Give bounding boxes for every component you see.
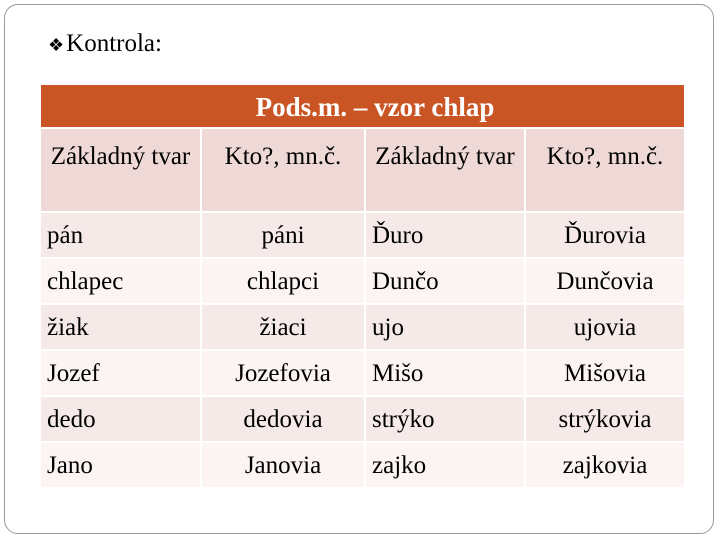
table-cell: Jozef [40,350,201,396]
table-cell: chlapec [40,258,201,304]
table-cell: žiak [40,304,201,350]
table-row [40,212,685,258]
column-header: Kto?, mn.č. [525,128,685,212]
table-cell: Janovia [201,442,365,488]
table-cell: dedo [40,396,201,442]
table-cell: Mišo [365,350,525,396]
slide-heading [48,30,162,58]
heading-text: Kontrola: [66,30,162,57]
column-header: Základný tvar [365,128,525,212]
table-row [40,442,685,488]
table-cell: Ďurovia [525,212,685,258]
table-cell: Dunčo [365,258,525,304]
table-cell: Dunčovia [525,258,685,304]
column-header: Základný tvar [40,128,201,212]
table-cell: žiaci [201,304,365,350]
table-cell: zajko [365,442,525,488]
table-cell: dedovia [201,396,365,442]
table-cell: Ďuro [365,212,525,258]
table-cell: Jano [40,442,201,488]
table-cell: Mišovia [525,350,685,396]
table-row [40,304,685,350]
table-row [40,258,685,304]
table-cell: chlapci [201,258,365,304]
table-cell: strýkovia [525,396,685,442]
table-cell: zajkovia [525,442,685,488]
table-cell: strýko [365,396,525,442]
table-cell: pán [40,212,201,258]
table-cell: ujo [365,304,525,350]
declension-table [40,84,685,488]
table-row [40,350,685,396]
table-title: Pods.m. – vzor chlap [40,84,685,128]
column-header: Kto?, mn.č. [201,128,365,212]
table-cell: páni [201,212,365,258]
diamond-bullet-icon: ❖ [48,34,65,55]
table-header-row [40,128,685,212]
table-cell: Jozefovia [201,350,365,396]
table-cell: ujovia [525,304,685,350]
table-row [40,396,685,442]
